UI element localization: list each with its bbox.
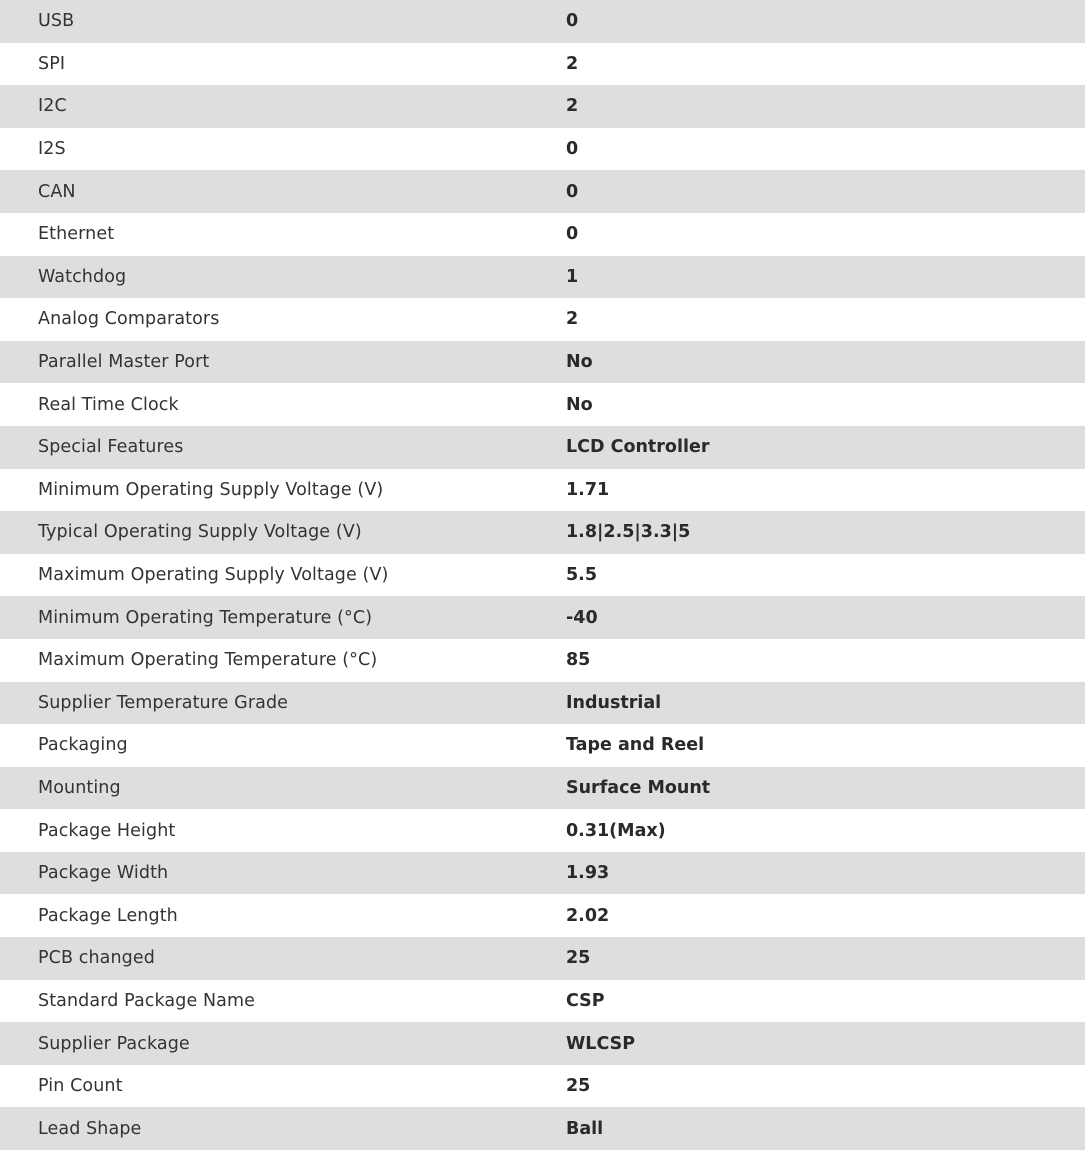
spec-label: Maximum Operating Supply Voltage (V) xyxy=(38,565,389,586)
spec-value: 1.93 xyxy=(566,863,610,884)
spec-value: Surface Mount xyxy=(566,777,711,798)
spec-label: USB xyxy=(38,11,75,32)
spec-value: 25 xyxy=(566,1076,591,1097)
spec-row xyxy=(0,724,1085,767)
spec-value: -40 xyxy=(566,607,598,628)
spec-value: 0 xyxy=(566,11,579,32)
spec-row xyxy=(0,426,1085,469)
spec-value: LCD Controller xyxy=(566,437,710,458)
spec-label: Ethernet xyxy=(38,224,115,245)
spec-label: Lead Shape xyxy=(38,1118,142,1139)
spec-value: 1.8|2.5|3.3|5 xyxy=(566,522,691,543)
spec-value: 0.31(Max) xyxy=(566,820,666,841)
spec-label: Real Time Clock xyxy=(38,394,179,415)
spec-label: Packaging xyxy=(38,735,128,756)
spec-row xyxy=(0,383,1085,426)
spec-row xyxy=(0,341,1085,384)
spec-label: Analog Comparators xyxy=(38,309,220,330)
spec-row xyxy=(0,1022,1085,1065)
spec-value: 85 xyxy=(566,650,591,671)
spec-row xyxy=(0,511,1085,554)
spec-label: Typical Operating Supply Voltage (V) xyxy=(38,522,362,543)
spec-label: Package Length xyxy=(38,905,178,926)
spec-label: Pin Count xyxy=(38,1076,123,1097)
spec-value: 2.02 xyxy=(566,905,610,926)
spec-value: 0 xyxy=(566,224,579,245)
spec-label: Mounting xyxy=(38,777,121,798)
spec-row xyxy=(0,894,1085,937)
spec-label: Package Height xyxy=(38,820,176,841)
spec-value: No xyxy=(566,394,593,415)
spec-label: CAN xyxy=(38,181,76,202)
spec-row xyxy=(0,469,1085,512)
spec-value: 1.71 xyxy=(566,479,610,500)
spec-row xyxy=(0,213,1085,256)
spec-label: I2S xyxy=(38,139,66,160)
spec-label: Supplier Package xyxy=(38,1033,190,1054)
spec-row xyxy=(0,1107,1085,1150)
spec-value: 5.5 xyxy=(566,565,598,586)
spec-value: 2 xyxy=(566,96,579,117)
spec-row xyxy=(0,852,1085,895)
spec-label: Minimum Operating Temperature (°C) xyxy=(38,607,373,628)
spec-value: 2 xyxy=(566,53,579,74)
spec-row xyxy=(0,596,1085,639)
spec-row xyxy=(0,85,1085,128)
spec-label: SPI xyxy=(38,53,66,74)
spec-value: 25 xyxy=(566,948,591,969)
spec-value: 0 xyxy=(566,181,579,202)
spec-value: 2 xyxy=(566,309,579,330)
spec-value: CSP xyxy=(566,990,605,1011)
spec-row xyxy=(0,0,1085,43)
spec-row xyxy=(0,554,1085,597)
spec-label: Standard Package Name xyxy=(38,990,256,1011)
spec-value: Tape and Reel xyxy=(566,735,705,756)
spec-row xyxy=(0,682,1085,725)
spec-label: Package Width xyxy=(38,863,169,884)
spec-row xyxy=(0,43,1085,86)
spec-row xyxy=(0,256,1085,299)
spec-value: Ball xyxy=(566,1118,604,1139)
spec-value: WLCSP xyxy=(566,1033,636,1054)
spec-value: Industrial xyxy=(566,692,662,713)
spec-value: No xyxy=(566,352,593,373)
spec-label: Supplier Temperature Grade xyxy=(38,692,289,713)
spec-value: 1 xyxy=(566,266,579,287)
spec-row xyxy=(0,1065,1085,1108)
spec-row xyxy=(0,639,1085,682)
spec-row xyxy=(0,809,1085,852)
spec-row xyxy=(0,128,1085,171)
spec-label: Special Features xyxy=(38,437,184,458)
spec-row xyxy=(0,298,1085,341)
spec-label: Parallel Master Port xyxy=(38,352,210,373)
spec-label: PCB changed xyxy=(38,948,155,969)
spec-row xyxy=(0,170,1085,213)
spec-label: Watchdog xyxy=(38,266,127,287)
spec-row xyxy=(0,980,1085,1023)
spec-row xyxy=(0,767,1085,810)
spec-value: 0 xyxy=(566,139,579,160)
spec-label: I2C xyxy=(38,96,67,117)
spec-row xyxy=(0,937,1085,980)
spec-label: Maximum Operating Temperature (°C) xyxy=(38,650,378,671)
spec-label: Minimum Operating Supply Voltage (V) xyxy=(38,479,384,500)
